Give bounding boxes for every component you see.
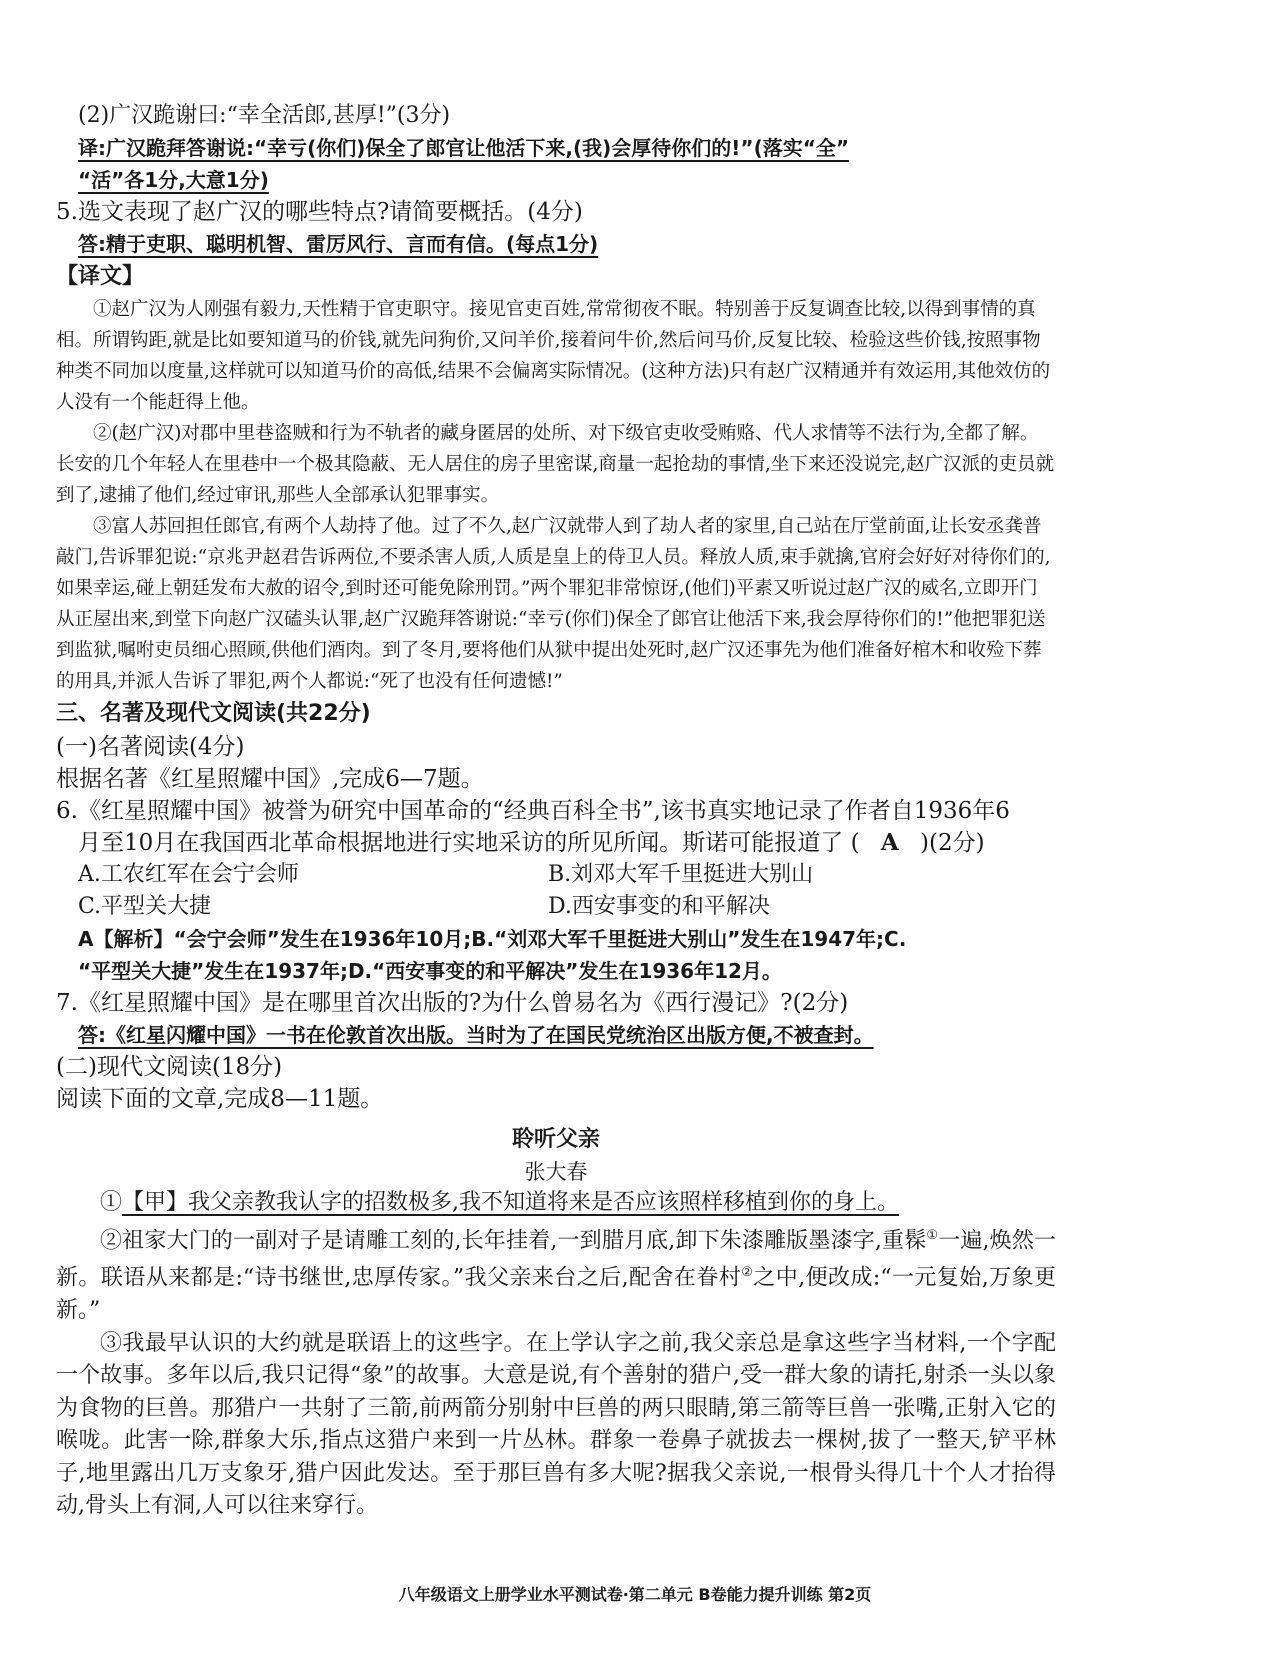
paragraph-number: ① <box>100 1190 123 1215</box>
article-title: 聆听父亲 <box>511 1127 600 1152</box>
q6-analysis-line2: “平型关大捷”发生在1937年;D.“西安事变的和平解决”发生在1936年12月。 <box>78 959 782 983</box>
q4-2-answer-line1: 译:广汉跪拜答谢说:“幸亏(你们)保全了郎官让他活下来,(我)会厚待你们的!”(落实“全” <box>78 136 849 160</box>
article-paragraph-3: ③我最早认识的大约就是联语上的这些字。在上学认字之前,我父亲总是拿这些字当材料,一个字配一个故事。多年以后,我只记得“象”的故事。大意是说,有个善射的猎户,受一群大象的请托,射杀一头以象为食物的巨兽。那猎户一共射了三箭,前两箭分别射中巨兽的两只眼睛,第三箭等巨兽一张嘴,正射入它的喉咙。此害一除,群象大乐,指点这猎户来到一片丛林。群象一卷鼻子就拔去一棵树,拔了一整天,铲平林子,地里露出几万支象牙,猎户因此发达。至于那巨兽有多大呢?据我父亲说,一根骨头得几十个人才抬得动,骨头上有洞,人可以往来穿行。 <box>56 1330 1056 1519</box>
translation-body <box>56 294 1056 697</box>
article-paragraph-1 <box>56 1187 1056 1220</box>
q5-question: 5.选文表现了赵广汉的哪些特点?请简要概括。(4分) <box>56 199 583 225</box>
exam-page <box>56 100 1056 1523</box>
q6-analysis <box>56 923 1056 987</box>
underlined-sentence-jia: 【甲】我父亲教我认字的招数极多,我不知道将来是否应该照样移植到你的身上。 <box>122 1190 900 1215</box>
q6-answer-letter: A <box>880 829 899 856</box>
article-paragraph-2 <box>56 1220 1056 1328</box>
q6-stem-line2 <box>56 827 1056 859</box>
section3-instruction1: 根据名著《红星照耀中国》,完成6—7题。 <box>56 766 484 792</box>
q6-option-c: C.平型关大捷 <box>78 894 212 919</box>
q4-2-question: (2)广汉跪谢曰:“幸全活郎,甚厚!”(3分) <box>78 103 451 128</box>
section3-sub2: (二)现代文阅读(18分) <box>56 1054 283 1080</box>
q6-option-a: A.工农红军在会宁会师 <box>78 862 299 887</box>
translation-heading: 【译文】 <box>56 264 145 289</box>
q7-question: 7.《红星照耀中国》是在哪里首次出版的?为什么曾易名为《西行漫记》?(2分) <box>56 990 849 1016</box>
q6-analysis-line1: A【解析】“会宁会师”发生在1936年10月;B.“刘邓大军千里挺进大别山”发生在1947年;C. <box>78 927 907 951</box>
page-footer: 八年级语文上册学业水平测试卷·第二单元 B卷能力提升训练 第2页 <box>398 1585 872 1604</box>
paragraph-2-part-b: 一遍,焕然一新。联语从来都是:“诗书继世,忠厚传家。”我父亲来台之后,配舍在眷村 <box>56 1227 1056 1291</box>
q4-2-answer-line2: “活”各1分,大意1分) <box>78 168 269 192</box>
q6-option-b: B.刘邓大军千里挺进大别山 <box>548 862 814 887</box>
translation-paragraph-1: ①赵广汉为人刚强有毅力,天性精于官吏职守。接见官吏百姓,常常彻夜不眠。特别善于反复调查比较,以得到事情的真相。所谓钩距,就是比如要知道马的价钱,就先问狗价,又问羊价,接着问牛价,然后问马价,反复比较、检验这些价钱,按照事物种类不同加以度量,这样就可以知道马价的高低,结果不会偏离实际情况。(这种方法)只有赵广汉精通并有效运用,其他效仿的人没有一个能赶得上他。 <box>56 299 1051 413</box>
q5-answer <box>56 228 1056 260</box>
section3-heading: 三、名著及现代文阅读(共22分) <box>56 701 371 726</box>
translation-paragraph-2: ②(赵广汉)对郡中里巷盗贼和行为不轨者的藏身匿居的处所、对下级官吏收受贿赂、代人求情等不法行为,全都了解。长安的几个年轻人在里巷中一个极其隐蔽、无人居住的房子里密谋,商量一起抢劫的事情,坐下来还没说完,赵广汉派的吏员就到了,逮捕了他们,经过审讯,那些人全部承认犯罪事实。 <box>56 423 1055 506</box>
translation-paragraph-3: ③富人苏回担任郎官,有两个人劫持了他。过了不久,赵广汉就带人到了劫人者的家里,自己站在厅堂前面,让长安丞龚普敲门,告诉罪犯说:“京兆尹赵君告诉两位,不要杀害人质,人质是皇上的侍卫人员。释放人质,束手就擒,官府会好好对待你们的,如果幸运,碰上朝廷发布大赦的诏令,到时还可能免除刑罚。”两个罪犯非常惊讶,(他们)平素又听说过赵广汉的威名,立即开门从正屋出来,到堂下向赵广汉磕头认罪,赵广汉跪拜答谢说:“幸亏(你们)保全了郎官让他活下来,我会厚待你们的!”他把罪犯送到监狱,嘱咐吏员细心照顾,供他们酒肉。到了冬月,要将他们从狱中提出处死时,赵广汉还事先为他们准备好棺木和收殓下葬的用具,并派人告诉了罪犯,两个人都说:“死了也没有任何遗憾!” <box>56 516 1051 692</box>
q5-answer-text: 答:精于吏职、聪明机智、雷厉风行、言而有信。(每点1分) <box>78 232 599 256</box>
footnote-marker-2: ② <box>741 1265 754 1281</box>
q6-option-d: D.西安事变的和平解决 <box>548 894 770 919</box>
paragraph-2-part-a: ②祖家大门的一副对子是请雕工刻的,长年挂着,一到腊月底,卸下朱漆雕版墨漆字,重髹 <box>100 1227 927 1253</box>
section3-sub1: (一)名著阅读(4分) <box>56 734 245 760</box>
article-author: 张大春 <box>524 1160 588 1184</box>
q7-answer <box>56 1019 1056 1051</box>
q6-stem-text: 月至10月在我国西北革命根据地进行实地采访的所见所闻。斯诺可能报道了 ( <box>78 830 860 856</box>
q7-answer-text: 答:《红星闪耀中国》一书在伦敦首次出版。当时为了在国民党统治区出版方便,不被查封。 <box>78 1023 874 1047</box>
paragraph-2-part-c: 之中,便改成:“一元复始,万象更新。” <box>56 1265 1056 1324</box>
section3-instruction2: 阅读下面的文章,完成8—11题。 <box>56 1086 384 1112</box>
q4-2-answer <box>56 132 1056 196</box>
q6-options <box>56 859 1056 923</box>
q6-stem-end: )(2分) <box>920 830 985 856</box>
footnote-marker-1: ① <box>926 1227 939 1243</box>
q6-stem-line1: 6.《红星照耀中国》被誉为研究中国革命的“经典百科全书”,该书真实地记录了作者自1936年6 <box>56 798 1010 824</box>
